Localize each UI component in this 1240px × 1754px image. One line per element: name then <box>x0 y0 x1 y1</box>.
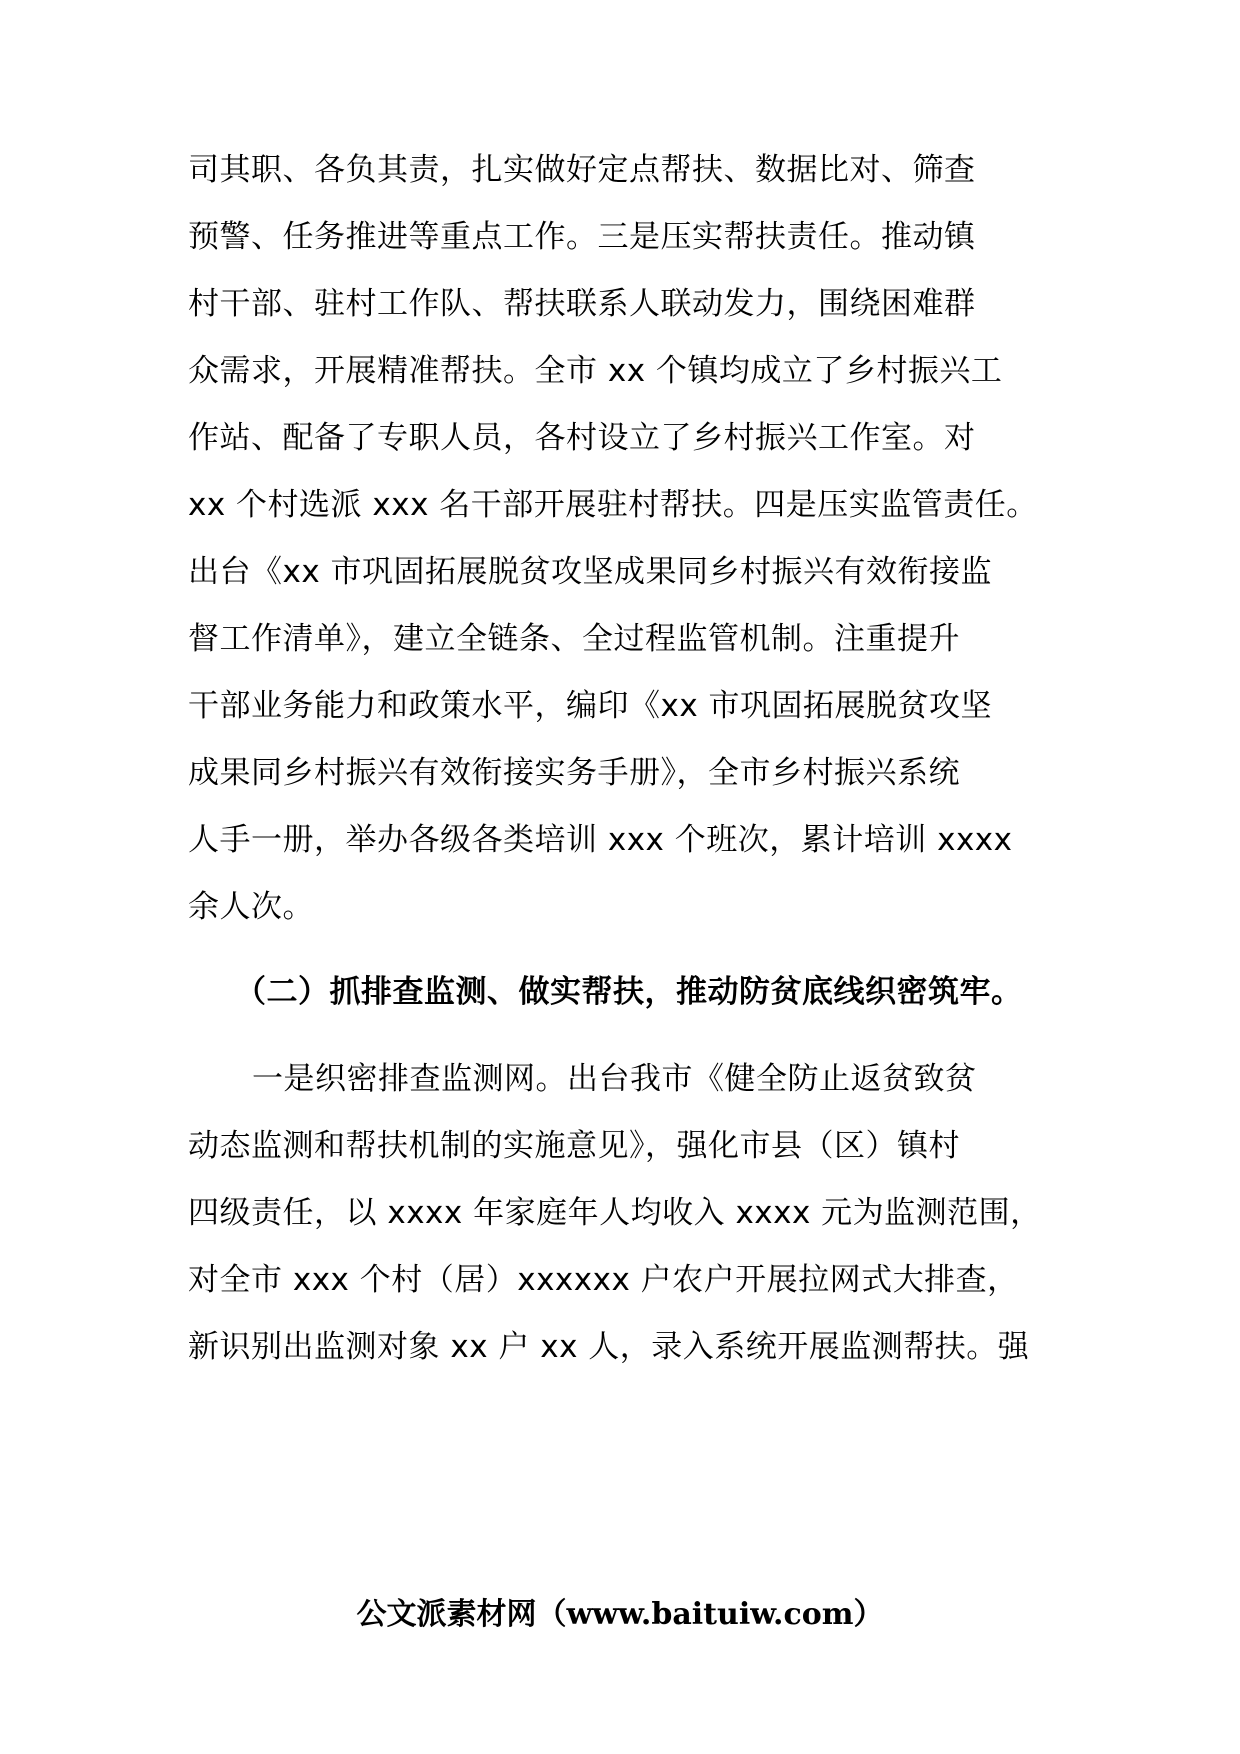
body-line: xx 个村选派 xxx 名干部开展驻村帮扶。四是压实监管责任。 <box>188 487 1038 523</box>
body-line: 人手一册，举办各级各类培训 xxx 个班次，累计培训 xxxx <box>188 822 1013 858</box>
body-line: 作站、配备了专职人员，各村设立了乡村振兴工作室。对 <box>188 420 976 456</box>
body-line: 预警、任务推进等重点工作。三是压实帮扶责任。推动镇 <box>188 219 976 255</box>
body-line: 一是织密排查监测网。出台我市《健全防止返贫致贫 <box>252 1061 977 1097</box>
body-line: 余人次。 <box>188 889 314 925</box>
body-line: 督工作清单》，建立全链条、全过程监管机制。注重提升 <box>188 621 960 657</box>
body-line: 司其职、各负其责，扎实做好定点帮扶、数据比对、筛查 <box>188 152 976 188</box>
body-line: 成果同乡村振兴有效衔接实务手册》，全市乡村振兴系统 <box>188 755 960 791</box>
section-heading: （二）抓排查监测、做实帮扶，推动防贫底线织密筑牢。 <box>235 974 1023 1010</box>
footer-watermark: 公文派素材网（www.baituiw.com） <box>356 1597 884 1632</box>
body-line: 干部业务能力和政策水平，编印《xx 市巩固拓展脱贫攻坚 <box>188 688 993 724</box>
body-line: 动态监测和帮扶机制的实施意见》，强化市县（区）镇村 <box>188 1128 960 1164</box>
body-line: 对全市 xxx 个村（居）xxxxxx 户农户开展拉网式大排查， <box>188 1262 1019 1298</box>
body-line: 新识别出监测对象 xx 户 xx 人，录入系统开展监测帮扶。强 <box>188 1329 1030 1365</box>
body-line: 村干部、驻村工作队、帮扶联系人联动发力，围绕困难群 <box>188 286 976 322</box>
body-line: 众需求，开展精准帮扶。全市 xx 个镇均成立了乡村振兴工 <box>188 353 1003 389</box>
body-line: 出台《xx 市巩固拓展脱贫攻坚成果同乡村振兴有效衔接监 <box>188 554 993 590</box>
body-line: 四级责任，以 xxxx 年家庭年人均收入 xxxx 元为监测范围， <box>188 1195 1042 1231</box>
